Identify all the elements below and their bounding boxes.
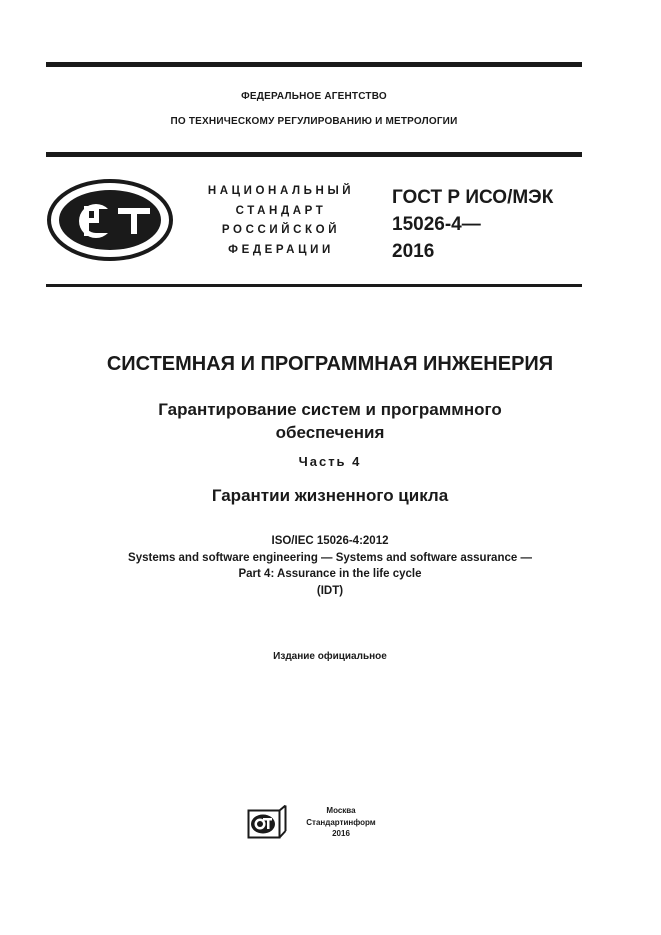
iso-reference-line-4: (IDT) bbox=[316, 584, 344, 597]
publisher-name: Стандартинформ bbox=[306, 817, 376, 827]
iso-reference-line-3: Part 4: Assurance in the life cycle bbox=[238, 568, 422, 580]
national-line-3: РОССИЙСКОЙ bbox=[221, 224, 341, 236]
standard-code bbox=[392, 184, 553, 265]
standard-code-line-3: 2016 bbox=[392, 241, 435, 262]
publisher-year: 2016 bbox=[332, 829, 350, 838]
top-rule bbox=[46, 62, 582, 67]
part-label: Часть 4 bbox=[298, 454, 362, 469]
national-line-1: НАЦИОНАЛЬНЫЙ bbox=[207, 185, 355, 197]
standard-code-line-2: 15026-4— bbox=[392, 214, 481, 235]
gost-r-certification-logo-icon bbox=[46, 178, 174, 262]
publisher-info bbox=[290, 805, 392, 840]
standartinform-logo-icon bbox=[247, 805, 287, 839]
document-title: СИСТЕМНАЯ И ПРОГРАММНАЯ ИНЖЕНЕРИЯ bbox=[106, 353, 554, 375]
national-line-4: ФЕДЕРАЦИИ bbox=[228, 243, 334, 256]
document-subtitle bbox=[80, 398, 580, 444]
middle-rule bbox=[46, 152, 582, 157]
edition-label: Издание официальное bbox=[273, 651, 387, 662]
iso-reference bbox=[40, 533, 620, 599]
agency-name-line-2: ПО ТЕХНИЧЕСКОМУ РЕГУЛИРОВАНИЮ И МЕТРОЛОГИИ bbox=[170, 116, 458, 127]
agency-name-line-1: ФЕДЕРАЛЬНОЕ АГЕНТСТВО bbox=[241, 91, 387, 102]
standard-code-line-1: ГОСТ Р ИСО/МЭК bbox=[392, 187, 554, 208]
lower-rule bbox=[46, 284, 582, 287]
iso-reference-line-1: ISO/IEC 15026-4:2012 bbox=[271, 535, 389, 547]
subtitle-line-2: обеспечения bbox=[275, 423, 385, 442]
national-line-2: СТАНДАРТ bbox=[235, 204, 327, 217]
subtitle-line-1: Гарантирование систем и программного bbox=[158, 400, 502, 419]
part-title: Гарантии жизненного цикла bbox=[211, 486, 449, 505]
iso-reference-line-2: Systems and software engineering — Systems and software assurance — bbox=[128, 551, 532, 564]
publisher-city: Москва bbox=[326, 806, 356, 815]
national-standard-label bbox=[190, 182, 372, 260]
